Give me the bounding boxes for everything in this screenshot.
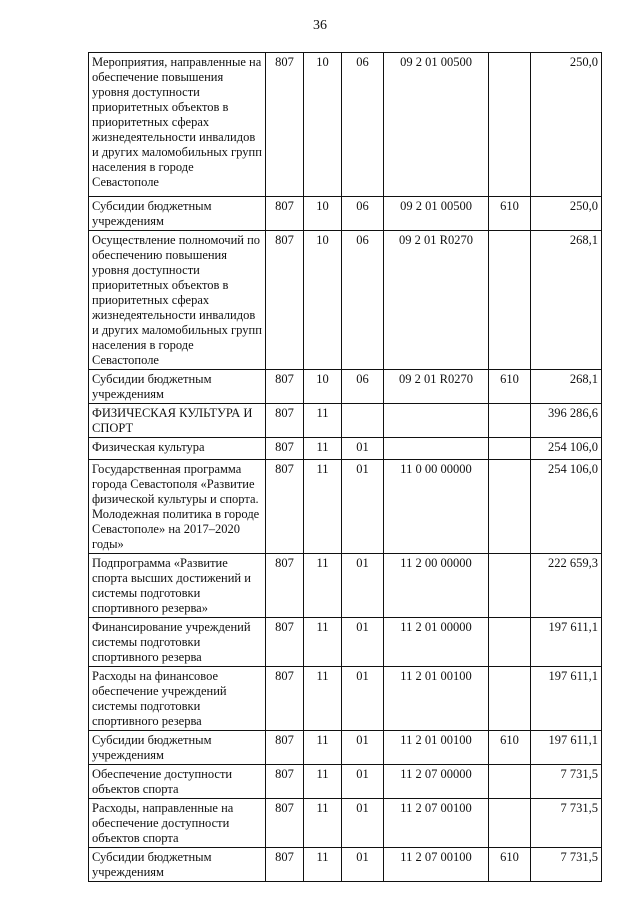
target-article-cell [384,404,489,438]
section-code-cell: 10 [304,370,342,404]
section-code-cell: 11 [304,848,342,882]
subsection-code-cell: 01 [342,618,384,667]
section-code-cell: 11 [304,460,342,554]
expense-type-cell [489,231,531,370]
section-code-cell: 10 [304,53,342,197]
expense-name-cell: ФИЗИЧЕСКАЯ КУЛЬТУРА И СПОРТ [89,404,266,438]
target-article-cell: 09 2 01 R0270 [384,231,489,370]
subsection-code-cell: 01 [342,438,384,460]
ministry-code-cell: 807 [266,460,304,554]
section-code-cell: 11 [304,667,342,731]
table-row [89,731,602,765]
expense-type-cell [489,765,531,799]
subsection-code-cell: 06 [342,370,384,404]
ministry-code-cell: 807 [266,799,304,848]
ministry-code-cell: 807 [266,765,304,799]
subsection-code-cell: 01 [342,848,384,882]
target-article-cell: 11 2 01 00100 [384,731,489,765]
table-row [89,799,602,848]
target-article-cell: 09 2 01 R0270 [384,370,489,404]
expense-name-cell: Расходы, направленные на обеспечение доступности объектов спорта [89,799,266,848]
table-row [89,667,602,731]
table-row [89,460,602,554]
amount-cell: 197 611,1 [531,618,602,667]
table-row [89,370,602,404]
amount-cell: 250,0 [531,197,602,231]
expense-type-cell [489,667,531,731]
expense-name-cell: Мероприятия, направленные на обеспечение повышения уровня доступности приоритетных объектов в приоритетных сферах жизнедеятельности инвалидов и других маломобильных групп населения в городе Севастополе [89,53,266,197]
expense-type-cell: 610 [489,848,531,882]
ministry-code-cell: 807 [266,197,304,231]
section-code-cell: 11 [304,618,342,667]
budget-table [88,52,602,882]
section-code-cell: 11 [304,404,342,438]
section-code-cell: 11 [304,799,342,848]
expense-type-cell [489,404,531,438]
expense-type-cell [489,460,531,554]
expense-name-cell: Финансирование учреждений системы подготовки спортивного резерва [89,618,266,667]
expense-name-cell: Субсидии бюджетным учреждениям [89,848,266,882]
section-code-cell: 11 [304,765,342,799]
target-article-cell [384,438,489,460]
expense-name-cell: Физическая культура [89,438,266,460]
ministry-code-cell: 807 [266,53,304,197]
target-article-cell: 11 2 01 00000 [384,618,489,667]
amount-cell: 396 286,6 [531,404,602,438]
ministry-code-cell: 807 [266,231,304,370]
expense-name-cell: Субсидии бюджетным учреждениям [89,370,266,404]
expense-type-cell: 610 [489,370,531,404]
table-row [89,848,602,882]
amount-cell: 268,1 [531,231,602,370]
target-article-cell: 11 0 00 00000 [384,460,489,554]
expense-name-cell: Субсидии бюджетным учреждениям [89,731,266,765]
expense-type-cell: 610 [489,731,531,765]
amount-cell: 222 659,3 [531,554,602,618]
expense-type-cell [489,554,531,618]
expense-type-cell [489,438,531,460]
ministry-code-cell: 807 [266,370,304,404]
subsection-code-cell: 01 [342,667,384,731]
subsection-code-cell: 06 [342,231,384,370]
target-article-cell: 11 2 07 00000 [384,765,489,799]
table-row [89,231,602,370]
subsection-code-cell: 01 [342,554,384,618]
amount-cell: 250,0 [531,53,602,197]
table-row [89,53,602,197]
ministry-code-cell: 807 [266,848,304,882]
section-code-cell: 10 [304,231,342,370]
section-code-cell: 11 [304,554,342,618]
target-article-cell: 09 2 01 00500 [384,53,489,197]
subsection-code-cell [342,404,384,438]
target-article-cell: 11 2 07 00100 [384,848,489,882]
ministry-code-cell: 807 [266,404,304,438]
ministry-code-cell: 807 [266,667,304,731]
table-row [89,554,602,618]
amount-cell: 7 731,5 [531,848,602,882]
subsection-code-cell: 01 [342,765,384,799]
target-article-cell: 11 2 07 00100 [384,799,489,848]
expense-type-cell [489,53,531,197]
page-number: 36 [313,18,327,33]
expense-name-cell: Обеспечение доступности объектов спорта [89,765,266,799]
ministry-code-cell: 807 [266,554,304,618]
expense-name-cell: Осуществление полномочий по обеспечению повышения уровня доступности приоритетных объектов в приоритетных сферах жизнедеятельности инвалидов и других маломобильных групп населения в городе Севастополе [89,231,266,370]
subsection-code-cell: 01 [342,460,384,554]
amount-cell: 7 731,5 [531,765,602,799]
table-row [89,438,602,460]
expense-name-cell: Государственная программа города Севастополя «Развитие физической культуры и спорта. Молодежная политика в городе Севастополе» на 2017–2020 годы» [89,460,266,554]
ministry-code-cell: 807 [266,618,304,667]
budget-table-body [89,53,602,882]
section-code-cell: 11 [304,438,342,460]
amount-cell: 197 611,1 [531,667,602,731]
subsection-code-cell: 06 [342,197,384,231]
expense-name-cell: Расходы на финансовое обеспечение учреждений системы подготовки спортивного резерва [89,667,266,731]
ministry-code-cell: 807 [266,731,304,765]
amount-cell: 254 106,0 [531,460,602,554]
expense-name-cell: Подпрограмма «Развитие спорта высших достижений и системы подготовки спортивного резерва» [89,554,266,618]
table-row [89,765,602,799]
expense-type-cell [489,618,531,667]
amount-cell: 197 611,1 [531,731,602,765]
section-code-cell: 11 [304,731,342,765]
amount-cell: 268,1 [531,370,602,404]
subsection-code-cell: 06 [342,53,384,197]
subsection-code-cell: 01 [342,799,384,848]
section-code-cell: 10 [304,197,342,231]
target-article-cell: 09 2 01 00500 [384,197,489,231]
expense-type-cell: 610 [489,197,531,231]
table-row [89,404,602,438]
expense-type-cell [489,799,531,848]
subsection-code-cell: 01 [342,731,384,765]
table-row [89,197,602,231]
amount-cell: 254 106,0 [531,438,602,460]
table-row [89,618,602,667]
target-article-cell: 11 2 01 00100 [384,667,489,731]
target-article-cell: 11 2 00 00000 [384,554,489,618]
expense-name-cell: Субсидии бюджетным учреждениям [89,197,266,231]
amount-cell: 7 731,5 [531,799,602,848]
ministry-code-cell: 807 [266,438,304,460]
